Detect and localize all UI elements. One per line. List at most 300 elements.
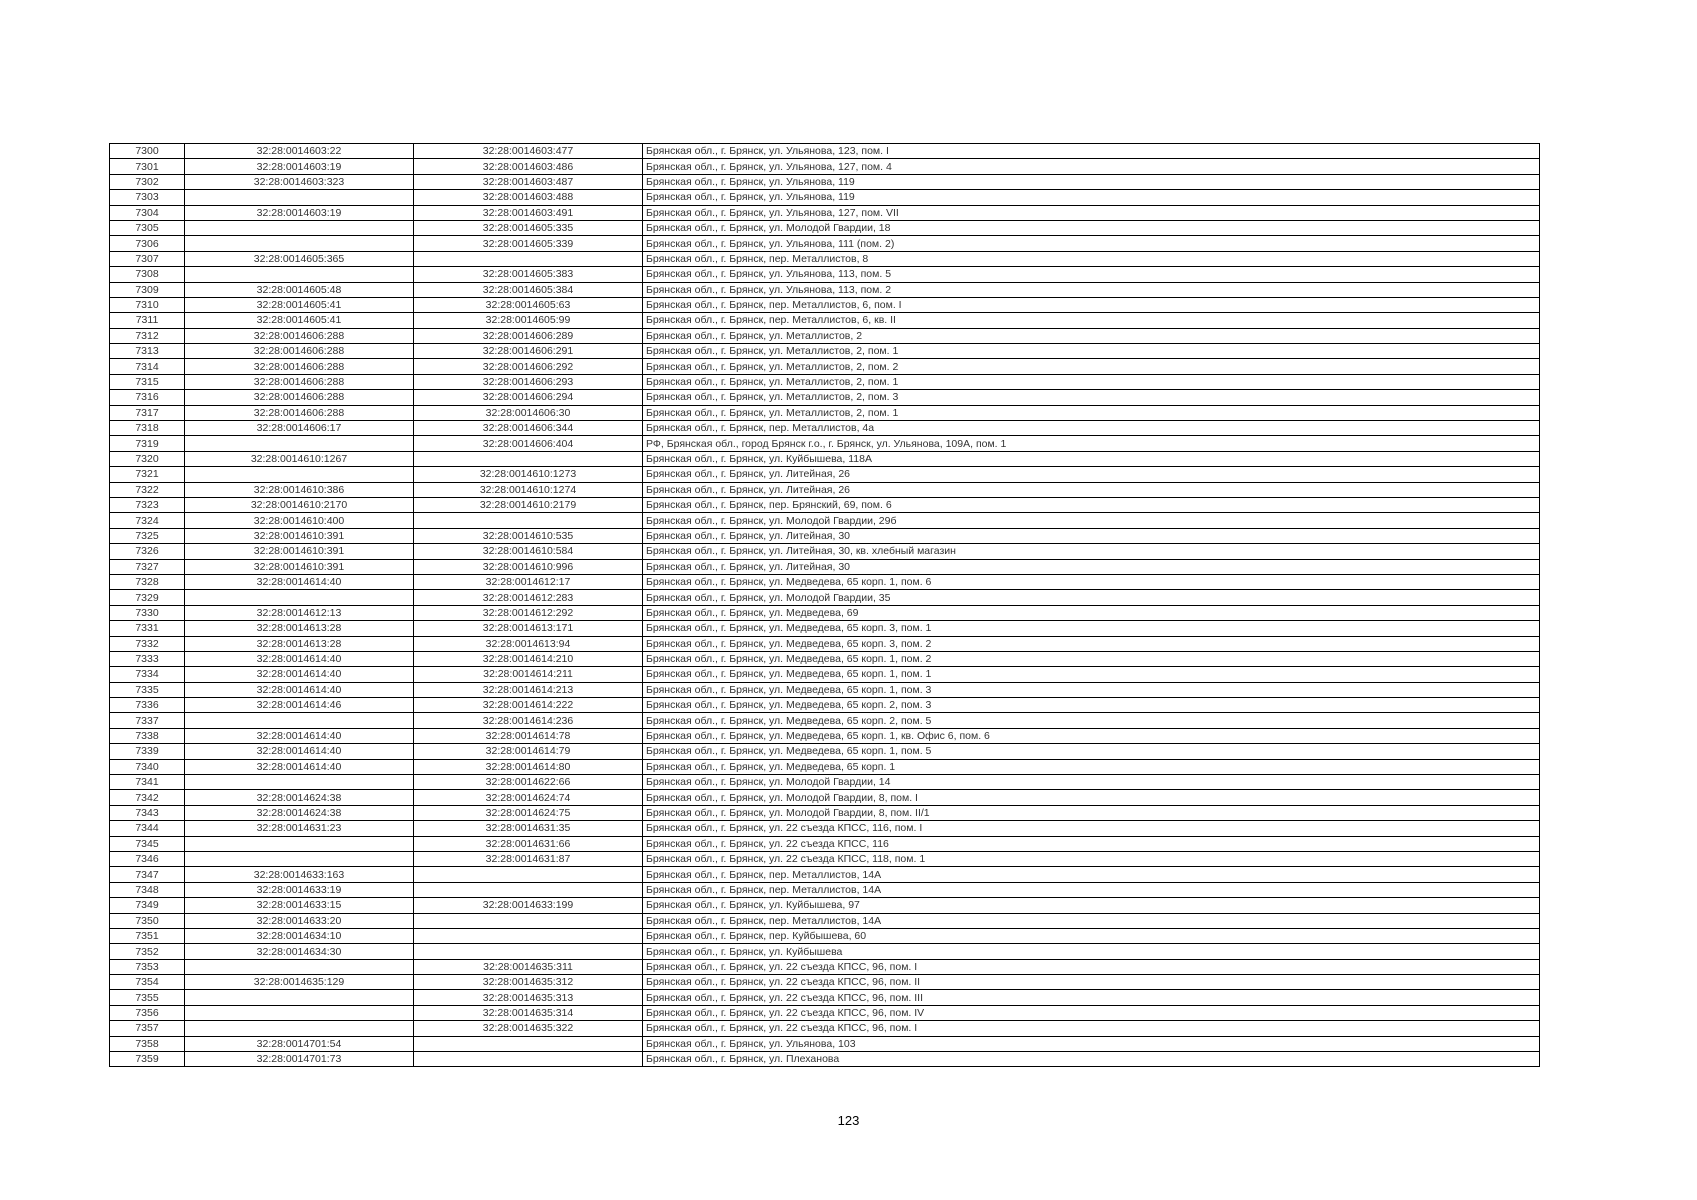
- object-number-cell: 32:28:0014603:488: [414, 190, 643, 205]
- parcel-number-cell: [185, 990, 414, 1005]
- object-number-cell: 32:28:0014605:99: [414, 313, 643, 328]
- parcel-number-cell: 32:28:0014614:40: [185, 744, 414, 759]
- address-cell: Брянская обл., г. Брянск, пер. Металлистов, 8: [643, 251, 1540, 266]
- parcel-number-cell: 32:28:0014613:28: [185, 636, 414, 651]
- address-cell: Брянская обл., г. Брянск, ул. Ульянова, 111 (пом. 2): [643, 236, 1540, 251]
- object-number-cell: 32:28:0014635:313: [414, 990, 643, 1005]
- parcel-number-cell: 32:28:0014610:391: [185, 559, 414, 574]
- object-number-cell: [414, 867, 643, 882]
- row-number-cell: 7356: [110, 1005, 185, 1020]
- address-cell: Брянская обл., г. Брянск, ул. Молодой Гвардии, 8, пом. II/1: [643, 805, 1540, 820]
- row-number-cell: 7323: [110, 497, 185, 512]
- row-number-cell: 7336: [110, 698, 185, 713]
- table-row: [110, 1005, 1540, 1020]
- table-row: [110, 513, 1540, 528]
- parcel-number-cell: 32:28:0014606:17: [185, 421, 414, 436]
- object-number-cell: 32:28:0014610:2179: [414, 497, 643, 512]
- row-number-cell: 7350: [110, 913, 185, 928]
- parcel-number-cell: 32:28:0014633:163: [185, 867, 414, 882]
- table-row: [110, 621, 1540, 636]
- row-number-cell: 7335: [110, 682, 185, 697]
- address-cell: Брянская обл., г. Брянск, ул. Металлистов, 2, пом. 1: [643, 405, 1540, 420]
- parcel-number-cell: 32:28:0014633:20: [185, 913, 414, 928]
- row-number-cell: 7300: [110, 144, 185, 159]
- parcel-number-cell: 32:28:0014605:41: [185, 297, 414, 312]
- row-number-cell: 7352: [110, 944, 185, 959]
- table-row: [110, 1036, 1540, 1051]
- row-number-cell: 7314: [110, 359, 185, 374]
- address-cell: Брянская обл., г. Брянск, ул. Ульянова, 119: [643, 174, 1540, 189]
- parcel-number-cell: 32:28:0014624:38: [185, 805, 414, 820]
- row-number-cell: 7324: [110, 513, 185, 528]
- parcel-number-cell: 32:28:0014614:40: [185, 682, 414, 697]
- address-cell: Брянская обл., г. Брянск, ул. Медведева, 65 корп. 2, пом. 5: [643, 713, 1540, 728]
- address-cell: Брянская обл., г. Брянск, ул. Металлистов, 2, пом. 1: [643, 344, 1540, 359]
- address-cell: Брянская обл., г. Брянск, ул. Куйбышева, 97: [643, 898, 1540, 913]
- row-number-cell: 7304: [110, 205, 185, 220]
- object-number-cell: [414, 1052, 643, 1067]
- table-row: [110, 297, 1540, 312]
- address-cell: Брянская обл., г. Брянск, ул. Куйбышева, 118А: [643, 451, 1540, 466]
- parcel-number-cell: 32:28:0014606:288: [185, 390, 414, 405]
- object-number-cell: 32:28:0014612:283: [414, 590, 643, 605]
- parcel-number-cell: 32:28:0014606:288: [185, 328, 414, 343]
- address-cell: Брянская обл., г. Брянск, пер. Металлистов, 6, кв. II: [643, 313, 1540, 328]
- parcel-number-cell: 32:28:0014603:19: [185, 159, 414, 174]
- row-number-cell: 7319: [110, 436, 185, 451]
- parcel-number-cell: [185, 467, 414, 482]
- parcel-number-cell: 32:28:0014614:40: [185, 574, 414, 589]
- parcel-number-cell: [185, 267, 414, 282]
- address-cell: Брянская обл., г. Брянск, ул. 22 съезда КПСС, 116, пом. I: [643, 821, 1540, 836]
- parcel-number-cell: 32:28:0014635:129: [185, 975, 414, 990]
- table-row: [110, 928, 1540, 943]
- object-number-cell: 32:28:0014624:74: [414, 790, 643, 805]
- table-row: [110, 436, 1540, 451]
- row-number-cell: 7303: [110, 190, 185, 205]
- table-row: [110, 467, 1540, 482]
- address-cell: Брянская обл., г. Брянск, ул. Медведева, 65 корп. 1, пом. 6: [643, 574, 1540, 589]
- address-cell: Брянская обл., г. Брянск, ул. Ульянова, 113, пом. 2: [643, 282, 1540, 297]
- object-number-cell: 32:28:0014622:66: [414, 775, 643, 790]
- parcel-number-cell: 32:28:0014610:1267: [185, 451, 414, 466]
- address-cell: Брянская обл., г. Брянск, ул. Медведева, 65 корп. 3, пом. 2: [643, 636, 1540, 651]
- row-number-cell: 7358: [110, 1036, 185, 1051]
- table-row: [110, 867, 1540, 882]
- table-row: [110, 359, 1540, 374]
- row-number-cell: 7302: [110, 174, 185, 189]
- parcel-number-cell: 32:28:0014633:19: [185, 882, 414, 897]
- table-row: [110, 851, 1540, 866]
- parcel-number-cell: [185, 713, 414, 728]
- object-number-cell: [414, 928, 643, 943]
- parcel-number-cell: 32:28:0014603:323: [185, 174, 414, 189]
- row-number-cell: 7310: [110, 297, 185, 312]
- address-cell: Брянская обл., г. Брянск, ул. Литейная, 26: [643, 482, 1540, 497]
- table-row: [110, 544, 1540, 559]
- address-cell: Брянская обл., г. Брянск, ул. Молодой Гвардии, 18: [643, 220, 1540, 235]
- table-row: [110, 390, 1540, 405]
- address-cell: Брянская обл., г. Брянск, ул. Медведева, 65 корп. 1, пом. 1: [643, 667, 1540, 682]
- object-number-cell: 32:28:0014603:477: [414, 144, 643, 159]
- address-cell: Брянская обл., г. Брянск, пер. Металлистов, 4а: [643, 421, 1540, 436]
- address-cell: Брянская обл., г. Брянск, ул. Металлистов, 2, пом. 1: [643, 374, 1540, 389]
- table-row: [110, 497, 1540, 512]
- table-row: [110, 559, 1540, 574]
- table-row: [110, 898, 1540, 913]
- object-number-cell: 32:28:0014614:79: [414, 744, 643, 759]
- address-cell: Брянская обл., г. Брянск, пер. Металлистов, 14А: [643, 867, 1540, 882]
- row-number-cell: 7333: [110, 651, 185, 666]
- parcel-number-cell: 32:28:0014606:288: [185, 405, 414, 420]
- parcel-number-cell: 32:28:0014634:30: [185, 944, 414, 959]
- parcel-number-cell: 32:28:0014610:391: [185, 544, 414, 559]
- object-number-cell: 32:28:0014606:292: [414, 359, 643, 374]
- object-number-cell: 32:28:0014603:487: [414, 174, 643, 189]
- row-number-cell: 7346: [110, 851, 185, 866]
- table-row: [110, 698, 1540, 713]
- row-number-cell: 7328: [110, 574, 185, 589]
- parcel-number-cell: 32:28:0014631:23: [185, 821, 414, 836]
- table-row: [110, 405, 1540, 420]
- table-row: [110, 821, 1540, 836]
- parcel-number-cell: 32:28:0014633:15: [185, 898, 414, 913]
- registry-table: [109, 143, 1540, 1067]
- object-number-cell: [414, 251, 643, 266]
- parcel-number-cell: 32:28:0014610:386: [185, 482, 414, 497]
- object-number-cell: 32:28:0014610:996: [414, 559, 643, 574]
- address-cell: Брянская обл., г. Брянск, ул. Металлистов, 2: [643, 328, 1540, 343]
- row-number-cell: 7327: [110, 559, 185, 574]
- address-cell: Брянская обл., г. Брянск, ул. Плеханова: [643, 1052, 1540, 1067]
- address-cell: Брянская обл., г. Брянск, ул. Медведева, 65 корп. 1: [643, 759, 1540, 774]
- object-number-cell: 32:28:0014633:199: [414, 898, 643, 913]
- row-number-cell: 7343: [110, 805, 185, 820]
- table-row: [110, 836, 1540, 851]
- object-number-cell: 32:28:0014605:383: [414, 267, 643, 282]
- row-number-cell: 7312: [110, 328, 185, 343]
- table-row: [110, 667, 1540, 682]
- parcel-number-cell: [185, 836, 414, 851]
- row-number-cell: 7351: [110, 928, 185, 943]
- object-number-cell: 32:28:0014605:384: [414, 282, 643, 297]
- address-cell: Брянская обл., г. Брянск, ул. Ульянова, 123, пом. I: [643, 144, 1540, 159]
- row-number-cell: 7354: [110, 975, 185, 990]
- parcel-number-cell: [185, 190, 414, 205]
- row-number-cell: 7330: [110, 605, 185, 620]
- parcel-number-cell: 32:28:0014605:48: [185, 282, 414, 297]
- object-number-cell: 32:28:0014635:314: [414, 1005, 643, 1020]
- parcel-number-cell: 32:28:0014606:288: [185, 359, 414, 374]
- row-number-cell: 7357: [110, 1021, 185, 1036]
- object-number-cell: [414, 944, 643, 959]
- parcel-number-cell: [185, 775, 414, 790]
- address-cell: Брянская обл., г. Брянск, ул. Металлистов, 2, пом. 3: [643, 390, 1540, 405]
- address-cell: Брянская обл., г. Брянск, ул. Ульянова, 127, пом. 4: [643, 159, 1540, 174]
- row-number-cell: 7320: [110, 451, 185, 466]
- row-number-cell: 7306: [110, 236, 185, 251]
- parcel-number-cell: 32:28:0014606:288: [185, 374, 414, 389]
- table-row: [110, 728, 1540, 743]
- row-number-cell: 7307: [110, 251, 185, 266]
- address-cell: Брянская обл., г. Брянск, ул. 22 съезда КПСС, 96, пом. I: [643, 959, 1540, 974]
- address-cell: Брянская обл., г. Брянск, пер. Металлистов, 14А: [643, 882, 1540, 897]
- object-number-cell: 32:28:0014603:491: [414, 205, 643, 220]
- table-row: [110, 374, 1540, 389]
- table-row: [110, 328, 1540, 343]
- row-number-cell: 7347: [110, 867, 185, 882]
- object-number-cell: 32:28:0014614:80: [414, 759, 643, 774]
- object-number-cell: 32:28:0014610:1274: [414, 482, 643, 497]
- row-number-cell: 7309: [110, 282, 185, 297]
- row-number-cell: 7344: [110, 821, 185, 836]
- table-row: [110, 759, 1540, 774]
- address-cell: Брянская обл., г. Брянск, ул. Молодой Гвардии, 8, пом. I: [643, 790, 1540, 805]
- row-number-cell: 7308: [110, 267, 185, 282]
- address-cell: Брянская обл., г. Брянск, ул. 22 съезда КПСС, 96, пом. II: [643, 975, 1540, 990]
- object-number-cell: 32:28:0014606:293: [414, 374, 643, 389]
- object-number-cell: 32:28:0014603:486: [414, 159, 643, 174]
- row-number-cell: 7341: [110, 775, 185, 790]
- table-row: [110, 790, 1540, 805]
- address-cell: Брянская обл., г. Брянск, ул. Ульянова, 119: [643, 190, 1540, 205]
- table-row: [110, 344, 1540, 359]
- table-row: [110, 251, 1540, 266]
- table-row: [110, 574, 1540, 589]
- parcel-number-cell: 32:28:0014634:10: [185, 928, 414, 943]
- table-row: [110, 482, 1540, 497]
- parcel-number-cell: 32:28:0014606:288: [185, 344, 414, 359]
- parcel-number-cell: 32:28:0014613:28: [185, 621, 414, 636]
- object-number-cell: 32:28:0014606:294: [414, 390, 643, 405]
- address-cell: Брянская обл., г. Брянск, ул. Медведева, 65 корп. 1, пом. 2: [643, 651, 1540, 666]
- object-number-cell: [414, 1036, 643, 1051]
- row-number-cell: 7317: [110, 405, 185, 420]
- row-number-cell: 7315: [110, 374, 185, 389]
- table-row: [110, 775, 1540, 790]
- row-number-cell: 7359: [110, 1052, 185, 1067]
- address-cell: Брянская обл., г. Брянск, ул. Литейная, 30: [643, 528, 1540, 543]
- row-number-cell: 7305: [110, 220, 185, 235]
- object-number-cell: 32:28:0014635:322: [414, 1021, 643, 1036]
- table-row: [110, 282, 1540, 297]
- row-number-cell: 7311: [110, 313, 185, 328]
- table-row: [110, 205, 1540, 220]
- address-cell: Брянская обл., г. Брянск, ул. Молодой Гвардии, 29б: [643, 513, 1540, 528]
- object-number-cell: 32:28:0014613:171: [414, 621, 643, 636]
- object-number-cell: 32:28:0014612:292: [414, 605, 643, 620]
- table-row: [110, 421, 1540, 436]
- parcel-number-cell: 32:28:0014614:40: [185, 728, 414, 743]
- parcel-number-cell: [185, 590, 414, 605]
- table-row: [110, 636, 1540, 651]
- parcel-number-cell: [185, 851, 414, 866]
- row-number-cell: 7325: [110, 528, 185, 543]
- object-number-cell: [414, 513, 643, 528]
- object-number-cell: 32:28:0014631:35: [414, 821, 643, 836]
- parcel-number-cell: 32:28:0014605:41: [185, 313, 414, 328]
- row-number-cell: 7313: [110, 344, 185, 359]
- address-cell: Брянская обл., г. Брянск, ул. Литейная, 26: [643, 467, 1540, 482]
- row-number-cell: 7301: [110, 159, 185, 174]
- parcel-number-cell: 32:28:0014614:40: [185, 759, 414, 774]
- address-cell: Брянская обл., г. Брянск, ул. Ульянова, 127, пом. VII: [643, 205, 1540, 220]
- row-number-cell: 7348: [110, 882, 185, 897]
- row-number-cell: 7355: [110, 990, 185, 1005]
- object-number-cell: 32:28:0014610:1273: [414, 467, 643, 482]
- parcel-number-cell: 32:28:0014603:22: [185, 144, 414, 159]
- address-cell: Брянская обл., г. Брянск, ул. Ульянова, 103: [643, 1036, 1540, 1051]
- parcel-number-cell: 32:28:0014614:40: [185, 651, 414, 666]
- object-number-cell: 32:28:0014606:289: [414, 328, 643, 343]
- object-number-cell: 32:28:0014606:291: [414, 344, 643, 359]
- page-number: 123: [837, 1113, 860, 1128]
- table-row: [110, 236, 1540, 251]
- address-cell: Брянская обл., г. Брянск, ул. Литейная, 30, кв. хлебный магазин: [643, 544, 1540, 559]
- parcel-number-cell: 32:28:0014701:73: [185, 1052, 414, 1067]
- address-cell: Брянская обл., г. Брянск, ул. 22 съезда КПСС, 96, пом. IV: [643, 1005, 1540, 1020]
- address-cell: Брянская обл., г. Брянск, ул. Медведева, 65 корп. 3, пом. 1: [643, 621, 1540, 636]
- table-row: [110, 805, 1540, 820]
- object-number-cell: 32:28:0014606:344: [414, 421, 643, 436]
- object-number-cell: 32:28:0014614:222: [414, 698, 643, 713]
- table-row: [110, 605, 1540, 620]
- object-number-cell: [414, 882, 643, 897]
- row-number-cell: 7322: [110, 482, 185, 497]
- table-row: [110, 713, 1540, 728]
- table-row: [110, 959, 1540, 974]
- table-row: [110, 220, 1540, 235]
- object-number-cell: 32:28:0014631:87: [414, 851, 643, 866]
- table-row: [110, 990, 1540, 1005]
- table-row: [110, 913, 1540, 928]
- object-number-cell: 32:28:0014635:311: [414, 959, 643, 974]
- object-number-cell: 32:28:0014605:63: [414, 297, 643, 312]
- address-cell: Брянская обл., г. Брянск, пер. Металлистов, 14А: [643, 913, 1540, 928]
- object-number-cell: 32:28:0014614:213: [414, 682, 643, 697]
- table-row: [110, 590, 1540, 605]
- object-number-cell: 32:28:0014614:78: [414, 728, 643, 743]
- table-row: [110, 144, 1540, 159]
- address-cell: Брянская обл., г. Брянск, ул. Литейная, 30: [643, 559, 1540, 574]
- address-cell: Брянская обл., г. Брянск, ул. Медведева, 65 корп. 1, пом. 3: [643, 682, 1540, 697]
- parcel-number-cell: 32:28:0014614:46: [185, 698, 414, 713]
- table-row: [110, 313, 1540, 328]
- object-number-cell: 32:28:0014605:335: [414, 220, 643, 235]
- table-row: [110, 190, 1540, 205]
- address-cell: Брянская обл., г. Брянск, пер. Куйбышева, 60: [643, 928, 1540, 943]
- object-number-cell: 32:28:0014606:404: [414, 436, 643, 451]
- row-number-cell: 7321: [110, 467, 185, 482]
- row-number-cell: 7353: [110, 959, 185, 974]
- table-row: [110, 975, 1540, 990]
- parcel-number-cell: [185, 959, 414, 974]
- address-cell: Брянская обл., г. Брянск, ул. Медведева, 65 корп. 1, пом. 5: [643, 744, 1540, 759]
- object-number-cell: 32:28:0014610:584: [414, 544, 643, 559]
- row-number-cell: 7316: [110, 390, 185, 405]
- table-row: [110, 944, 1540, 959]
- object-number-cell: 32:28:0014606:30: [414, 405, 643, 420]
- address-cell: Брянская обл., г. Брянск, ул. 22 съезда КПСС, 118, пом. 1: [643, 851, 1540, 866]
- table-row: [110, 159, 1540, 174]
- table-row: [110, 267, 1540, 282]
- row-number-cell: 7342: [110, 790, 185, 805]
- table-row: [110, 651, 1540, 666]
- row-number-cell: 7329: [110, 590, 185, 605]
- address-cell: Брянская обл., г. Брянск, ул. Куйбышева: [643, 944, 1540, 959]
- object-number-cell: 32:28:0014631:66: [414, 836, 643, 851]
- row-number-cell: 7334: [110, 667, 185, 682]
- parcel-number-cell: [185, 236, 414, 251]
- table-row: [110, 1052, 1540, 1067]
- row-number-cell: 7331: [110, 621, 185, 636]
- parcel-number-cell: 32:28:0014614:40: [185, 667, 414, 682]
- object-number-cell: 32:28:0014614:236: [414, 713, 643, 728]
- address-cell: РФ, Брянская обл., город Брянск г.о., г. Брянск, ул. Ульянова, 109А, пом. 1: [643, 436, 1540, 451]
- address-cell: Брянская обл., г. Брянск, ул. Молодой Гвардии, 35: [643, 590, 1540, 605]
- parcel-number-cell: 32:28:0014612:13: [185, 605, 414, 620]
- object-number-cell: [414, 913, 643, 928]
- address-cell: Брянская обл., г. Брянск, пер. Брянский, 69, пом. 6: [643, 497, 1540, 512]
- parcel-number-cell: [185, 1021, 414, 1036]
- parcel-number-cell: 32:28:0014605:365: [185, 251, 414, 266]
- address-cell: Брянская обл., г. Брянск, ул. Медведева, 65 корп. 2, пом. 3: [643, 698, 1540, 713]
- table-row: [110, 1021, 1540, 1036]
- row-number-cell: 7349: [110, 898, 185, 913]
- row-number-cell: 7338: [110, 728, 185, 743]
- table-row: [110, 682, 1540, 697]
- parcel-number-cell: 32:28:0014610:391: [185, 528, 414, 543]
- address-cell: Брянская обл., г. Брянск, ул. Ульянова, 113, пом. 5: [643, 267, 1540, 282]
- object-number-cell: 32:28:0014614:210: [414, 651, 643, 666]
- object-number-cell: 32:28:0014614:211: [414, 667, 643, 682]
- table-row: [110, 528, 1540, 543]
- object-number-cell: 32:28:0014605:339: [414, 236, 643, 251]
- registry-table-body: [110, 144, 1540, 1067]
- row-number-cell: 7318: [110, 421, 185, 436]
- parcel-number-cell: 32:28:0014701:54: [185, 1036, 414, 1051]
- table-row: [110, 744, 1540, 759]
- row-number-cell: 7345: [110, 836, 185, 851]
- address-cell: Брянская обл., г. Брянск, пер. Металлистов, 6, пом. I: [643, 297, 1540, 312]
- table-row: [110, 451, 1540, 466]
- row-number-cell: 7326: [110, 544, 185, 559]
- row-number-cell: 7339: [110, 744, 185, 759]
- parcel-number-cell: [185, 1005, 414, 1020]
- row-number-cell: 7332: [110, 636, 185, 651]
- object-number-cell: 32:28:0014610:535: [414, 528, 643, 543]
- address-cell: Брянская обл., г. Брянск, ул. Металлистов, 2, пом. 2: [643, 359, 1540, 374]
- object-number-cell: 32:28:0014613:94: [414, 636, 643, 651]
- parcel-number-cell: [185, 436, 414, 451]
- parcel-number-cell: 32:28:0014603:19: [185, 205, 414, 220]
- row-number-cell: 7337: [110, 713, 185, 728]
- object-number-cell: [414, 451, 643, 466]
- parcel-number-cell: 32:28:0014610:400: [185, 513, 414, 528]
- object-number-cell: 32:28:0014612:17: [414, 574, 643, 589]
- parcel-number-cell: 32:28:0014610:2170: [185, 497, 414, 512]
- address-cell: Брянская обл., г. Брянск, ул. Медведева, 65 корп. 1, кв. Офис 6, пом. 6: [643, 728, 1540, 743]
- address-cell: Брянская обл., г. Брянск, ул. 22 съезда КПСС, 116: [643, 836, 1540, 851]
- parcel-number-cell: [185, 220, 414, 235]
- address-cell: Брянская обл., г. Брянск, ул. Медведева, 69: [643, 605, 1540, 620]
- table-row: [110, 174, 1540, 189]
- row-number-cell: 7340: [110, 759, 185, 774]
- parcel-number-cell: 32:28:0014624:38: [185, 790, 414, 805]
- table-row: [110, 882, 1540, 897]
- object-number-cell: 32:28:0014635:312: [414, 975, 643, 990]
- address-cell: Брянская обл., г. Брянск, ул. 22 съезда КПСС, 96, пом. III: [643, 990, 1540, 1005]
